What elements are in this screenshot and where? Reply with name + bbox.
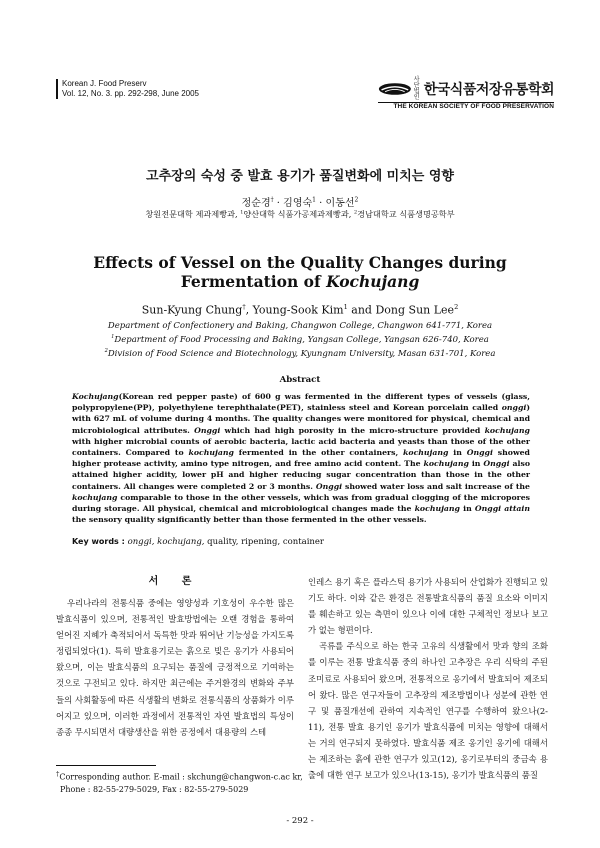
keywords-italic: onggi, kochujang,: [127, 537, 205, 547]
body-paragraph: 곡류를 주식으로 하는 한국 고유의 식생활에서 맛과 향의 조화를 이루는 전통 발효식품 중의 하나인 고추장은 우리 식탁의 주된 조미료로 사용되어 왔으며, 전통적으로 옹기에서 발효되어 제조되어 왔다. 많은 연구자들이 고추장의 제조방법이나 성분에 관한 연구 및 품질개선에 관하여 지속적인 연구를 수행하여 왔으나(2-11), 전통 발효 용기인 옹기가 발효식품에 미치는 영향에 대해서는 거의 연구되지 못하였다. 발효식품 제조 옹기인 옹기에 대해서는 제조하는 흙에 관한 연구가 있고(12), 옹기로부터의 중금속 용출에 대한 연구 보고가 있으나(13-15), 옹기가 발효식품의 품질: [308, 641, 548, 781]
title-line: Fermentation of Kochujang: [180, 272, 420, 291]
author-korean: 김영숙: [283, 198, 313, 209]
title-italic-term: Kochujang: [326, 272, 420, 291]
affiliation-line: $^1$Department of Food Processing and Baking, Yangsan College, Yangsan 626-740, Korea: [111, 334, 489, 345]
body-paragraph: 우리나라의 전통식품 중에는 영양성과 기호성이 우수한 많은 발효식품이 있으며, 전통적인 발효방법에는 오랜 경험을 통하여 얻어진 지혜가 축적되어서 독특한 맛과 뛰어난 기능성을 가지도록 정립되었다(1). 특히 발효용기로는 흙으로 빚은 옹기가 사용되어 왔으며, 이는 발효식품의 요구되는 품질에 긍정적으로 기여하는 것으로 구전되고 있다. 하지만 최근에는 주거환경의 변화와 주부들의 사회활동에 따른 식생활의 변화로 전통식품의 상품화가 이루어지고 있으며, 이러한 과정에서 전통적인 자연 발효법의 특성이 종종 무시되면서 대량생산을 위한 공정에서 대용량의 스테: [56, 598, 294, 737]
society-name-english: THE KOREAN SOCIETY OF FOOD PRESERVATION: [393, 103, 554, 110]
page-number: - 292 -: [286, 816, 314, 826]
affiliation-mark: 1: [240, 209, 244, 216]
author-english: Dong Sun Lee: [375, 303, 455, 317]
keywords-rest: quality, ripening, container: [204, 537, 324, 547]
author-korean: 이동선: [325, 198, 355, 209]
author-separator: ·: [273, 198, 284, 209]
body-column-right: [308, 574, 548, 783]
author-separator: and: [347, 303, 376, 317]
footnote-divider: [56, 765, 156, 766]
author-mark: 2: [454, 303, 459, 311]
affiliation-part: 경남대학교 식품생명공학부: [357, 209, 455, 219]
author-mark: 2: [354, 196, 359, 204]
keywords: [72, 537, 324, 547]
abstract-text: Kochujang(Korean red pepper paste) of 600 g was fermented in the different types of vessels (glass, polypropylene(PP), polyethylene terephthalate(PET), stainless steel and Korean porcelain called onggi) with 627 mL of volume during 4 months. The quality changes were monitored for physical, chemical and microbiological attributes. Onggi which had high porosity in the micro-structure provided kochujang with higher microbial counts of aerobic bacteria, lactic acid bacteria and yeasts than those of the other containers. Compared to kochujang fermented in the other containers, kochujang in Onggi showed higher protease activity, amino type nitrogen, and free amino acid content. The kochujang in Onggi also attained higher acidity, lower pH and higher reducing sugar concentration than those in the other containers. All changes were completed 2 or 3 months. Onggi showed water loss and salt increase of the kochujang comparable to those in the other vessels, which was from gradual clogging of the micropores during storage. All physical, chemical and microbiological changes made the kochujang in Onggi attain the sensory quality significantly better than those fermented in the other vessels.: [72, 392, 530, 525]
affiliation-part: 창원전문대학 제과제빵과,: [145, 209, 241, 219]
author-mark: 1: [312, 196, 316, 204]
author-separator: ·: [315, 198, 326, 209]
author-mark: †: [242, 303, 246, 311]
authors-english: [0, 303, 600, 317]
body-column-left: [56, 595, 294, 740]
body-paragraph: 인레스 용기 혹은 플라스틱 용기가 사용되어 산업화가 진행되고 있기도 하다. 이와 같은 환경은 전통발효식품의 품질 요소와 이미지를 훼손하고 있는 측면이 있으나 이에 대한 구체적인 정보나 보고가 없는 형편이다.: [308, 577, 548, 636]
footnote-line: Phone : 82-55-279-5029, Fax : 82-55-279-5029: [60, 784, 249, 794]
affiliation-line: Department of Confectionery and Baking, Changwon College, Changwon 641-771, Korea: [107, 321, 493, 331]
affiliation-korean: [0, 209, 600, 220]
author-korean: 정순경: [241, 198, 271, 209]
journal-volume: Vol. 12, No. 3. pp. 292-298, June 2005: [62, 89, 199, 98]
footnote-line: †Corresponding author. E-mail : skchung@changwon-c.ac kr,: [56, 770, 303, 782]
affiliation-part: 양산대학 식품가공제과제빵과,: [243, 209, 354, 219]
affiliations-english: [0, 321, 600, 360]
abstract-heading: Abstract: [279, 375, 321, 385]
society-header: [378, 77, 554, 110]
society-small-label: 사단법인: [413, 77, 420, 101]
society-name-korean: 한국식품저장유통학회: [423, 82, 554, 98]
author-mark: 1: [343, 303, 348, 311]
authors-korean: [0, 194, 600, 209]
title-line: Effects of Vessel on the Quality Changes during: [93, 253, 507, 272]
journal-citation: [56, 79, 199, 99]
author-separator: ,: [245, 303, 253, 317]
author-mark: †: [270, 196, 274, 204]
title-english: [0, 253, 600, 291]
affiliation-mark: 2: [353, 209, 358, 216]
author-english: Sun-Kyung Chung: [141, 303, 243, 317]
footnote: [56, 768, 303, 796]
section-heading-introduction: 서 론: [148, 576, 202, 587]
title-korean: 고추장의 숙성 중 발효 용기가 품질변화에 미치는 영향: [146, 169, 454, 184]
society-logo-icon: [378, 82, 412, 96]
journal-name: Korean J. Food Preserv: [62, 79, 147, 88]
keywords-label: Key words :: [72, 537, 128, 546]
affiliation-line: $^2$Division of Food Science and Biotechnology, Kyungnam University, Masan 631-701, Korea: [104, 347, 496, 359]
author-english: Young-Sook Kim: [252, 303, 344, 317]
